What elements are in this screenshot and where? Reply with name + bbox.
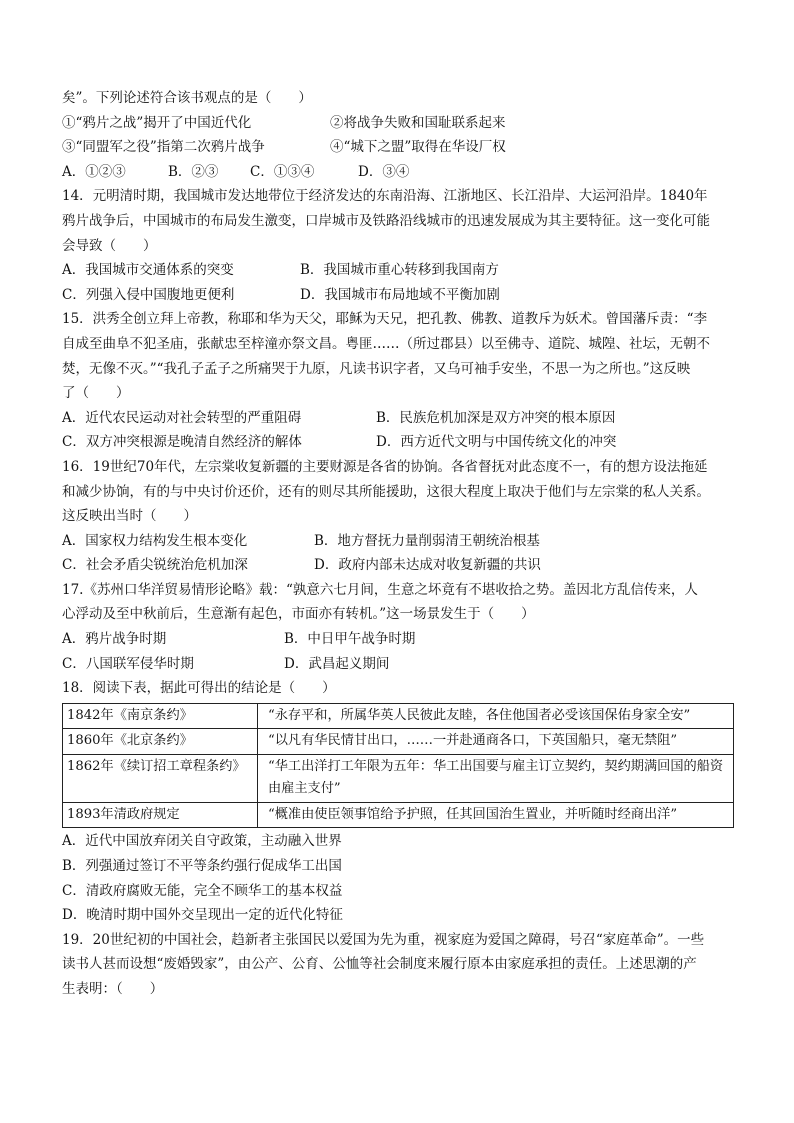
q17-options-row-2 (62, 652, 734, 677)
q15-option-c[interactable]: C．双方冲突根源是晚清自然经济的解体 (62, 434, 302, 451)
q17-stem-line-1: 17.《苏州口华洋贸易情形论略》载：“孰意六七月间，生意之坏竟有不堪收拾之势。盖因北方乱信传来，人 (62, 581, 698, 598)
table-cell-treaty: 1893年清政府规定 (63, 802, 258, 828)
q14-stem-line-3: 会导致（ ） (62, 237, 157, 254)
table-cell-quote: “概准由使臣领事馆给予护照，任其回国治生置业，并听随时经商出洋” (258, 802, 734, 828)
q18-option-c[interactable]: C．清政府腐败无能，完全不顾华工的基本权益 (62, 882, 343, 899)
q16-stem-line-3: 这反映出当时（ ） (62, 508, 197, 525)
q17-option-a[interactable]: A．鸦片战争时期 (62, 631, 167, 648)
q16-stem-line-2: 和减少协饷，有的与中央讨价还价，还有的则尽其所能援助，这很大程度上取决于他们与左宗棠的私人关系。 (62, 483, 710, 500)
q15-stem-line-3: 焚，无像不灭。”“我孔子孟子之所痛哭于九原，凡读书识字者，又乌可袖手安坐，不思一为之所也。”这反映 (62, 360, 691, 377)
q15-option-b[interactable]: B．民族危机加深是双方冲突的根本原因 (376, 409, 616, 426)
q14-option-c[interactable]: C．列强入侵中国腹地更便利 (62, 286, 235, 303)
q14-option-b[interactable]: B．我国城市重心转移到我国南方 (300, 262, 499, 279)
table-cell-quote: “以凡有华民情甘出口，……一并赴通商各口，下英国船只，毫无禁阻” (258, 729, 734, 755)
q14-option-d[interactable]: D．我国城市布局地域不平衡加剧 (300, 286, 500, 303)
q17-option-c[interactable]: C．八国联军侵华时期 (62, 655, 194, 672)
q14-options-row-1 (62, 258, 734, 283)
q15-options-row-2 (62, 430, 734, 455)
q15-options-row-1 (62, 406, 734, 431)
q15-stem-line-1: 15．洪秀全创立拜上帝教，称耶和华为天父，耶稣为天兄，把孔教、佛教、道教斥为妖术。曾国藩斥责：“李 (62, 311, 708, 328)
q13-statements-row-1 (62, 111, 734, 136)
q13-option-c[interactable]: C．①③④ (250, 163, 315, 180)
q18-option-a[interactable]: A．近代中国放弃闭关自守政策，主动融入世界 (62, 833, 342, 850)
q18-option-b[interactable]: B．列强通过签订不平等条约强行促成华工出国 (62, 857, 342, 874)
table-cell-quote: “华工出洋打工年限为五年：华工出国要与雇主订立契约，契约期满回国的船资由雇主支付” (258, 754, 734, 802)
q14-options-row-2 (62, 283, 734, 308)
exam-page (62, 86, 734, 1002)
q13-statement-1: ①“鸦片之战”揭开了中国近代化 (62, 114, 252, 131)
table-cell-treaty: 1842年《南京条约》 (63, 703, 258, 729)
q16-options-row-1 (62, 529, 734, 554)
q13-option-b[interactable]: B．②③ (168, 163, 219, 180)
q18-stem: 18．阅读下表，据此可得出的结论是（ ） (62, 680, 336, 697)
q18-table (62, 703, 734, 829)
q17-stem-line-2: 心浮动及至中秋前后，生意渐有起色，市面亦有转机。”这一场景发生于（ ） (62, 606, 535, 623)
q14-stem-line-1: 14．元明清时期，我国城市发达地带位于经济发达的东南沿海、江浙地区、长江沿岸、大运河沿岸。1840年 (62, 188, 708, 205)
q17-options-row-1 (62, 627, 734, 652)
q13-statement-2: ②将战争失败和国耻联系起来 (330, 114, 506, 131)
table-row (63, 729, 734, 755)
q14-option-a[interactable]: A．我国城市交通体系的突变 (62, 262, 234, 279)
q14-stem-line-2: 鸦片战争后，中国城市的布局发生激变，口岸城市及铁路沿线城市的迅速发展成为其主要特征。这一变化可能 (62, 212, 710, 229)
q16-option-d[interactable]: D．政府内部未达成对收复新疆的共识 (314, 557, 541, 574)
q13-statement-4: ④“城下之盟”取得在华设厂权 (330, 139, 506, 156)
table-cell-quote: “永存平和，所属华英人民彼此友睦，各住他国者必受该国保佑身家全安” (258, 703, 734, 729)
q15-option-a[interactable]: A．近代农民运动对社会转型的严重阻碍 (62, 409, 302, 426)
q19-stem-line-3: 生表明：（ ） (62, 980, 164, 997)
q15-stem-line-4: 了（ ） (62, 385, 130, 402)
table-row (63, 754, 734, 802)
table-cell-treaty: 1862年《续订招工章程条约》 (63, 754, 258, 802)
table-cell-treaty: 1860年《北京条约》 (63, 729, 258, 755)
q13-stem-tail: 矣”。下列论述符合该书观点的是（ ） (62, 90, 312, 106)
q15-stem-line-2: 自成至曲阜不犯圣庙，张献忠至梓潼亦祭文昌。粤匪……（所过郡县）以至佛寺、道院、城隍、社坛，无朝不 (62, 335, 710, 352)
q13-option-a[interactable]: A．①②③ (62, 163, 126, 180)
table-row (63, 802, 734, 828)
q13-option-d[interactable]: D．③④ (358, 163, 410, 180)
q17-option-d[interactable]: D．武昌起义期间 (284, 655, 390, 672)
q13-statement-3: ③“同盟军之役”指第二次鸦片战争 (62, 139, 265, 156)
q19-stem-line-2: 读书人甚而设想“废婚毁家”，由公产、公育、公恤等社会制度来履行原本由家庭承担的责任。上述思潮的产 (62, 956, 697, 973)
q15-option-d[interactable]: D．西方近代文明与中国传统文化的冲突 (376, 434, 617, 451)
q16-option-a[interactable]: A．国家权力结构发生根本变化 (62, 532, 248, 549)
q13-options (62, 160, 734, 185)
q16-option-c[interactable]: C．社会矛盾尖锐统治危机加深 (62, 557, 248, 574)
q18-option-d[interactable]: D．晚清时期中国外交呈现出一定的近代化特征 (62, 907, 343, 924)
table-row (63, 703, 734, 729)
q16-options-row-2 (62, 553, 734, 578)
q19-stem-line-1: 19．20世纪初的中国社会，趋新者主张国民以爱国为先为重，视家庭为爱国之障碍，号召“家庭革命”。一些 (62, 931, 705, 948)
q16-option-b[interactable]: B．地方督抚力量削弱清王朝统治根基 (314, 532, 540, 549)
q13-statements-row-2 (62, 135, 734, 160)
q16-stem-line-1: 16．19世纪70年代，左宗棠收复新疆的主要财源是各省的协饷。各省督抚对此态度不一，有的想方设法拖延 (62, 458, 708, 475)
q17-option-b[interactable]: B．中日甲午战争时期 (284, 631, 416, 648)
